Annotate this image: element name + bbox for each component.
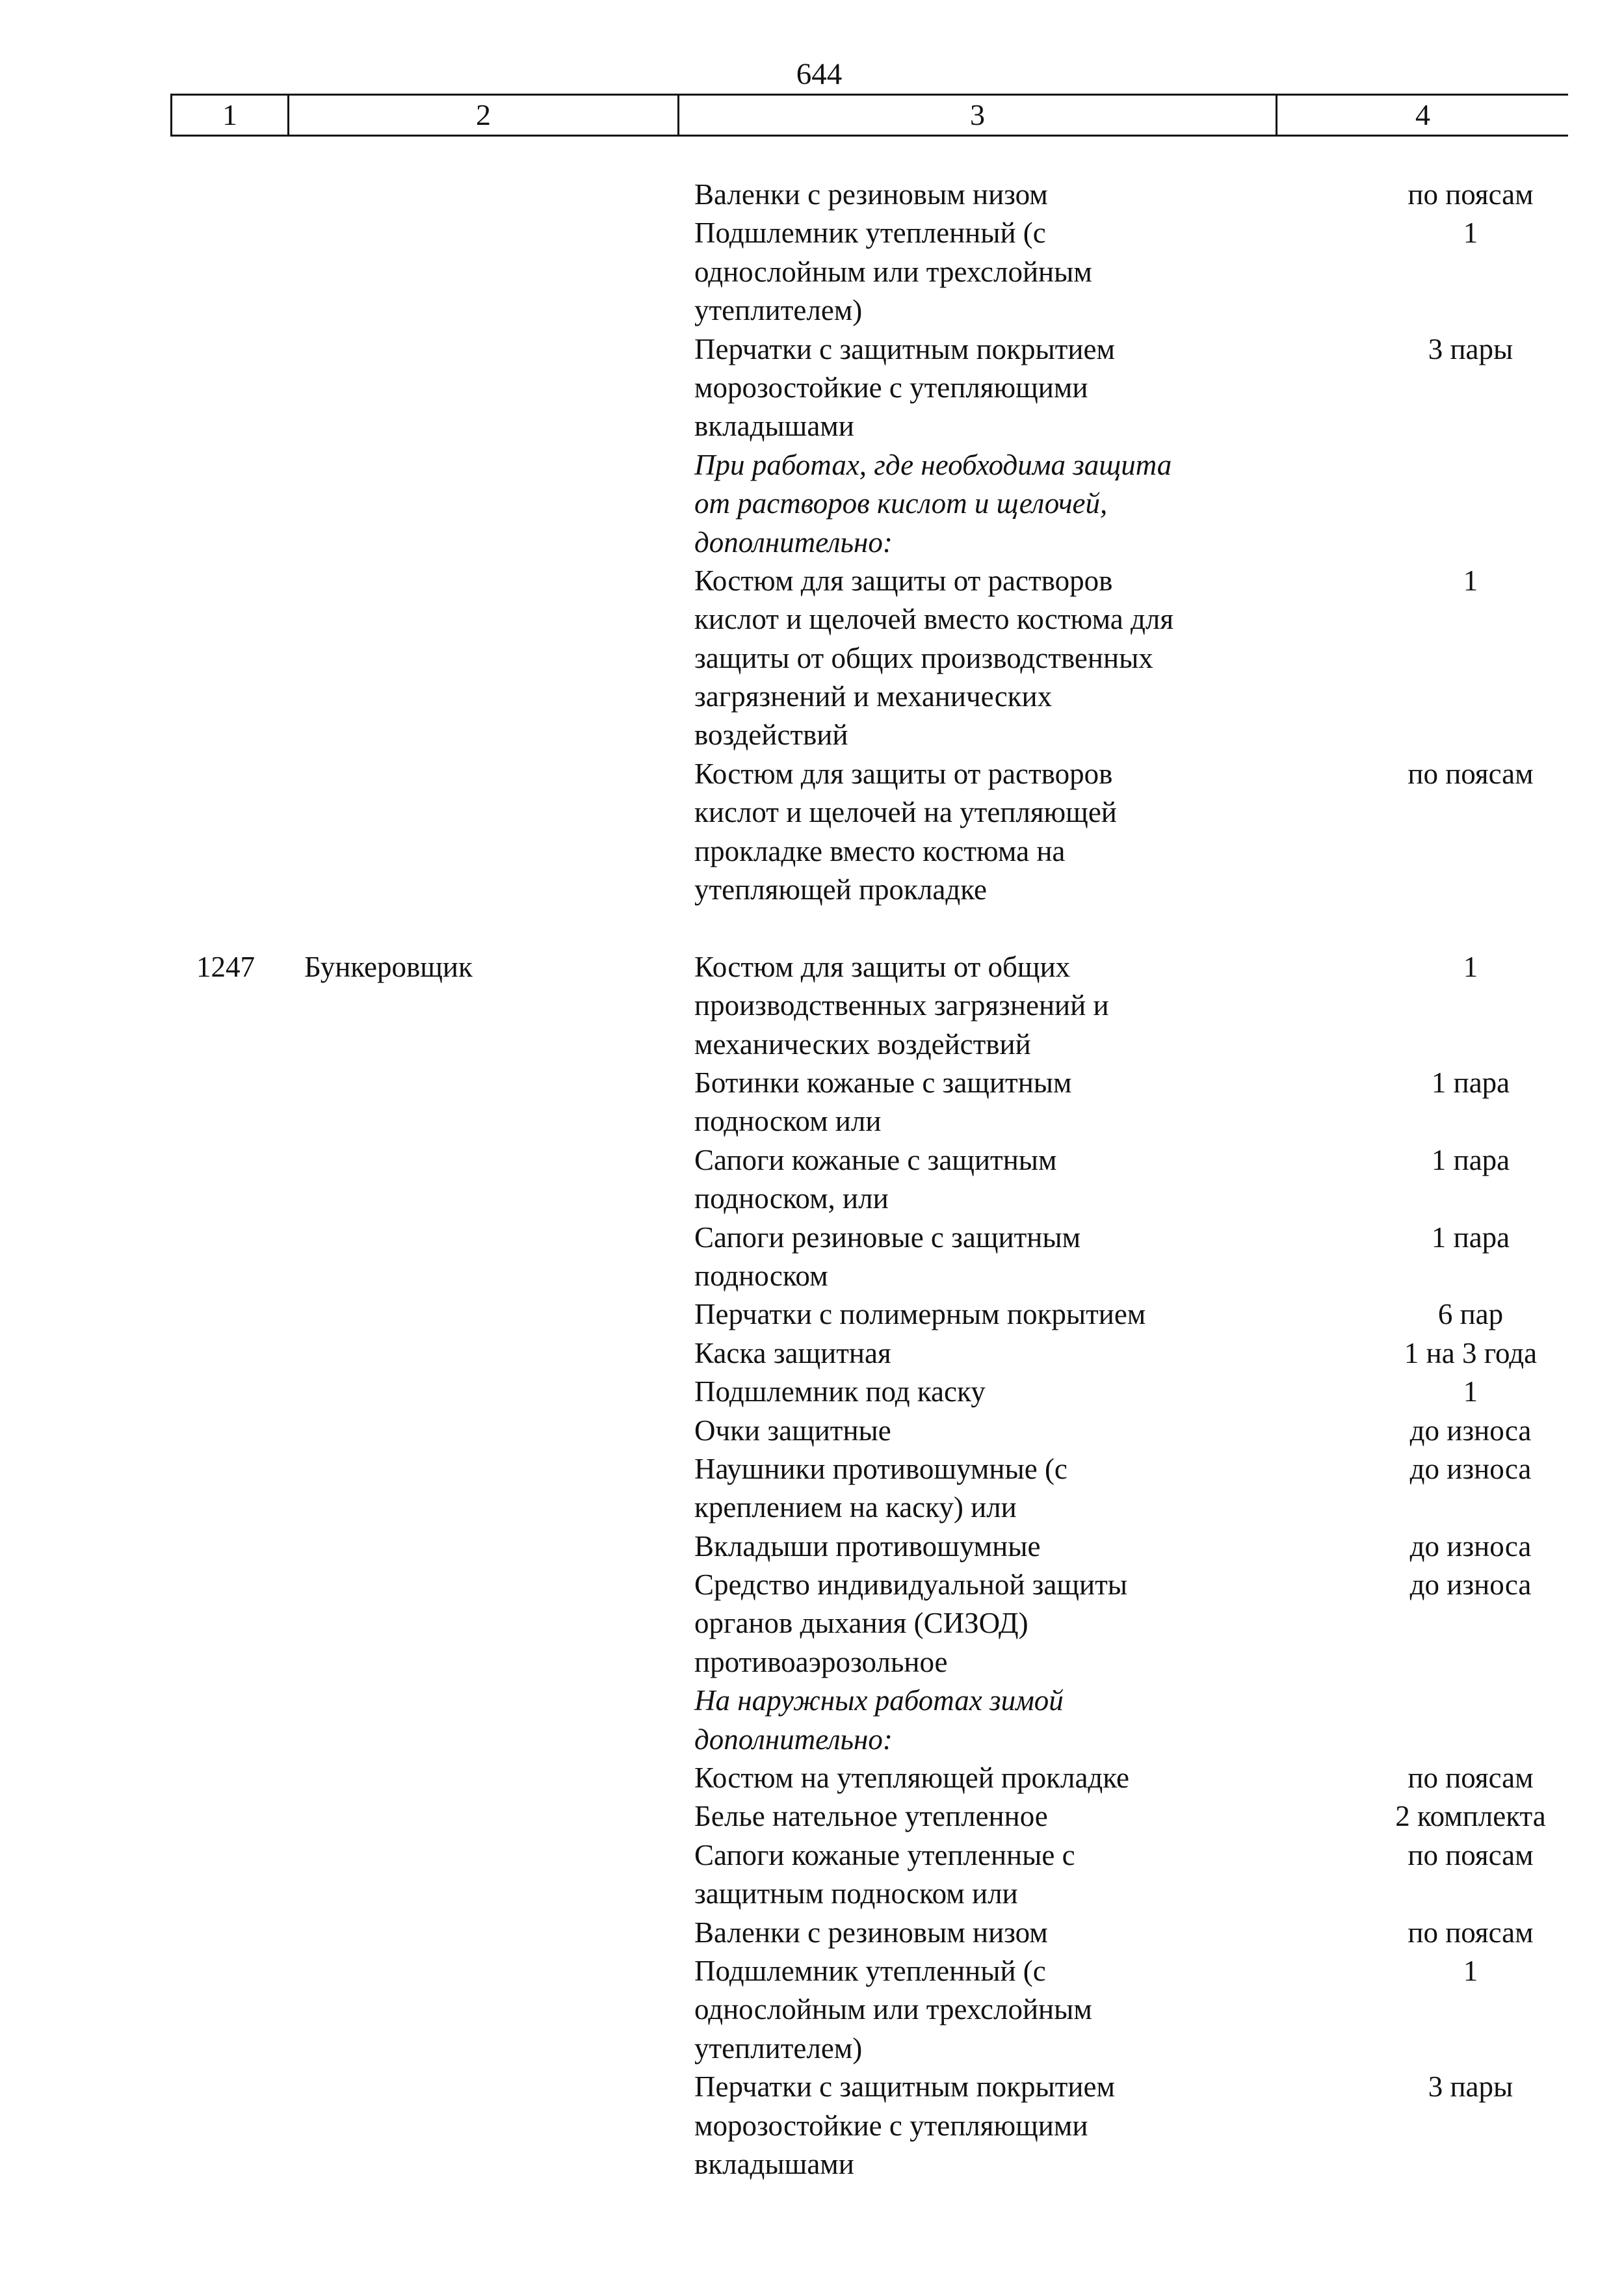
section-spacer [170, 909, 1568, 947]
issue-norm: 3 пары [1428, 332, 1513, 365]
table-row [170, 1527, 1568, 1566]
ppe-item-text: подноском [694, 1259, 828, 1292]
table-row [170, 176, 1568, 214]
table-row [170, 1682, 1568, 1720]
ppe-item-text: производственных загрязнений и [694, 989, 1109, 1022]
ppe-item-text: вкладышами [694, 410, 854, 443]
ppe-item-text: однослойным или трехслойным [694, 1993, 1092, 2026]
ppe-item-text: Подшлемник утепленный (с [694, 217, 1046, 250]
issue-norm: до износа [1409, 1529, 1532, 1563]
ppe-item-text: Перчатки с защитным покрытием [694, 332, 1115, 365]
table-row [170, 214, 1568, 252]
table-row [170, 253, 1568, 291]
ppe-item-text: Перчатки с полимерным покрытием [694, 1298, 1146, 1331]
ppe-item-text: Наушники противошумные (с [694, 1452, 1067, 1485]
table-row [170, 793, 1568, 832]
ppe-item-text: противоаэрозольное [694, 1645, 948, 1678]
ppe-item-text: дополнительно: [694, 525, 893, 559]
header-col-1: 1 [170, 96, 287, 135]
issue-norm: 1 [1463, 217, 1478, 250]
table-row [170, 1180, 1568, 1218]
ppe-item-text: Костюм на утепляющей прокладке [694, 1762, 1130, 1795]
table-row [170, 1875, 1568, 1913]
issue-norm: до износа [1409, 1414, 1532, 1447]
table-row [170, 639, 1568, 678]
table-row [170, 1952, 1568, 1990]
ppe-item-text: креплением на каску) или [694, 1491, 1017, 1524]
issue-norm: 3 пары [1428, 2070, 1513, 2104]
table-row [170, 1412, 1568, 1450]
ppe-item-text: Валенки с резиновым низом [694, 178, 1048, 211]
table-row [170, 330, 1568, 369]
table-row [170, 484, 1568, 523]
ppe-item-text: Костюм для защиты от общих [694, 950, 1071, 983]
ppe-item-text: Сапоги кожаные утепленные с [694, 1838, 1075, 1871]
table-row [170, 1141, 1568, 1180]
header-col-2: 2 [287, 96, 677, 135]
table-row [170, 1721, 1568, 1759]
table-row [170, 562, 1568, 600]
table-row [170, 291, 1568, 330]
ppe-item-text: Подшлемник утепленный (с [694, 1954, 1046, 1987]
table-row [170, 1566, 1568, 1604]
issue-norm: по поясам [1408, 757, 1534, 790]
ppe-item-text: Ботинки кожаные с защитным [694, 1066, 1072, 1099]
ppe-item-text: органов дыхания (СИЗОД) [694, 1607, 1028, 1640]
ppe-item-text: морозостойкие с утепляющими [694, 2109, 1088, 2142]
issue-norm: по поясам [1408, 1916, 1534, 1949]
ppe-item-text: утепляющей прокладке [694, 873, 987, 906]
ppe-item-text: подноском, или [694, 1182, 889, 1215]
ppe-item-text: Валенки с резиновым низом [694, 1916, 1048, 1949]
table-row [170, 2107, 1568, 2145]
ppe-item-text: дополнительно: [694, 1722, 893, 1756]
ppe-item-text: однослойным или трехслойным [694, 255, 1092, 288]
table-row [170, 1219, 1568, 1257]
table-row [170, 986, 1568, 1025]
header-col-4: 4 [1276, 96, 1568, 135]
issue-norm: 1 [1463, 950, 1478, 983]
issue-norm: 1 [1463, 564, 1478, 597]
table-row [170, 407, 1568, 445]
ppe-item-text: Костюм для защиты от растворов [694, 564, 1113, 597]
ppe-item-text: вкладышами [694, 2147, 854, 2180]
ppe-item-text: Белье нательное утепленное [694, 1800, 1048, 1833]
header-col-3: 3 [677, 96, 1276, 135]
issue-norm: до износа [1409, 1452, 1532, 1485]
page-number: 644 [796, 57, 843, 91]
table-row [170, 1488, 1568, 1527]
table-row [170, 1295, 1568, 1334]
ppe-item-text: Перчатки с защитным покрытием [694, 2070, 1115, 2104]
issue-norm: 1 [1463, 1375, 1478, 1408]
table-row [170, 446, 1568, 484]
table-row [170, 832, 1568, 871]
table-row [170, 1450, 1568, 1488]
ppe-item-text: Вкладыши противошумные [694, 1529, 1041, 1563]
ppe-item-text: механических воздействий [694, 1027, 1031, 1061]
issue-norm: по поясам [1408, 1838, 1534, 1871]
ppe-item-text: прокладке вместо костюма на [694, 834, 1066, 867]
issue-norm: 1 [1463, 1954, 1478, 1987]
table-row [170, 716, 1568, 754]
issue-norm: 1 пара [1431, 1143, 1510, 1176]
ppe-item-text: Сапоги резиновые с защитным [694, 1221, 1081, 1254]
issue-norm: по поясам [1408, 178, 1534, 211]
table-body [170, 176, 1568, 2184]
table-row [170, 1914, 1568, 1952]
ppe-item-text: защитным подноском или [694, 1877, 1018, 1910]
issue-norm: 1 пара [1431, 1221, 1510, 1254]
table-row [170, 600, 1568, 639]
ppe-item-text: защиты от общих производственных [694, 641, 1153, 674]
table-row [170, 1373, 1568, 1411]
ppe-item-text: утеплителем) [694, 2031, 863, 2065]
issue-norm: до износа [1409, 1568, 1532, 1602]
ppe-item-text: утеплителем) [694, 294, 863, 327]
issue-norm: по поясам [1408, 1762, 1534, 1795]
row-number: 1247 [196, 950, 255, 983]
table-row [170, 755, 1568, 793]
table-row [170, 678, 1568, 716]
table-row [170, 1643, 1568, 1682]
table-row [170, 1759, 1568, 1797]
ppe-item-text: Костюм для защиты от растворов [694, 757, 1113, 790]
ppe-item-text: от растворов кислот и щелочей, [694, 487, 1108, 520]
ppe-item-text: кислот и щелочей вместо костюма для [694, 603, 1174, 636]
ppe-item-text: морозостойкие с утепляющими [694, 371, 1088, 404]
ppe-item-text: воздействий [694, 719, 848, 752]
issue-norm: 1 на 3 года [1404, 1336, 1538, 1369]
issue-norm: 2 комплекта [1395, 1800, 1546, 1833]
ppe-item-text: На наружных работах зимой [694, 1684, 1064, 1717]
table-row [170, 871, 1568, 909]
table-row [170, 2029, 1568, 2068]
table-row [170, 1064, 1568, 1102]
table-row [170, 948, 1568, 986]
table-row [170, 2068, 1568, 2106]
profession-name: Бункеровщик [304, 950, 473, 983]
table-row [170, 1257, 1568, 1295]
issue-norm: 6 пар [1437, 1298, 1504, 1331]
ppe-item-text: Подшлемник под каску [694, 1375, 986, 1408]
table-row [170, 523, 1568, 562]
ppe-item-text: Сапоги кожаные с защитным [694, 1143, 1057, 1176]
table-row [170, 1025, 1568, 1064]
table-row [170, 369, 1568, 407]
issue-norm: 1 пара [1431, 1066, 1510, 1099]
ppe-item-text: кислот и щелочей на утепляющей [694, 796, 1117, 829]
ppe-item-text: подноском или [694, 1105, 882, 1138]
ppe-item-text: При работах, где необходима защита [694, 448, 1172, 481]
ppe-item-text: загрязнений и механических [694, 680, 1053, 713]
ppe-item-text: Средство индивидуальной защиты [694, 1568, 1128, 1602]
ppe-item-text: Каска защитная [694, 1336, 891, 1369]
table-row [170, 1334, 1568, 1373]
table-row [170, 1604, 1568, 1643]
table-row [170, 1797, 1568, 1836]
table-row [170, 2145, 1568, 2184]
table-header [170, 94, 1568, 137]
ppe-item-text: Очки защитные [694, 1414, 891, 1447]
table-row [170, 1836, 1568, 1875]
table-row [170, 1102, 1568, 1141]
table-row [170, 1990, 1568, 2029]
